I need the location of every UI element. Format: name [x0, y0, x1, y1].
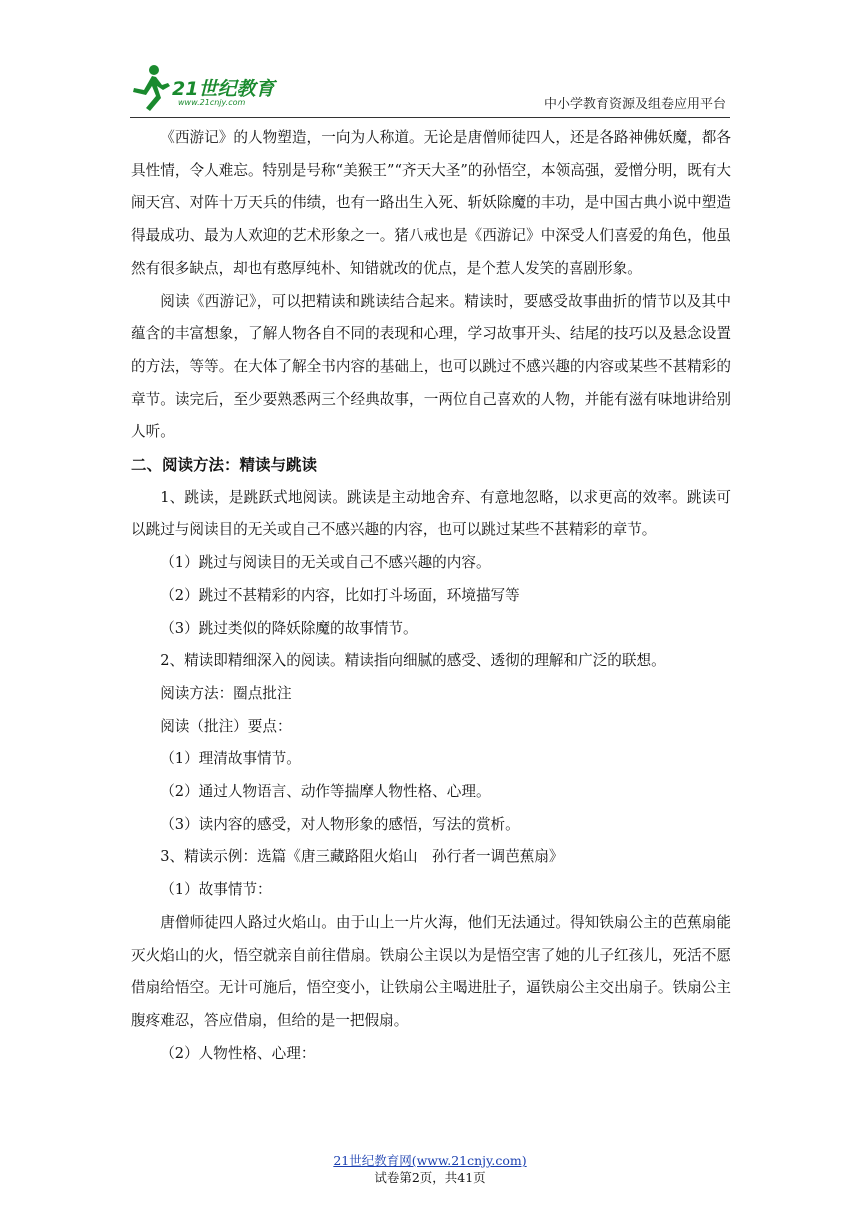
section-heading: 二、阅读方法：精读与跳读 — [131, 456, 318, 475]
paragraph: 《西游记》的人物塑造，一向为人称道。无论是唐僧师徒四人，还是各路神佛妖魔，都各具性情，令人难忘。特别是号称“美猴王”“齐天大圣”的孙悟空，本领高强，爱憎分明，既有大闹天宫、对阵十万天兵的伟绩，也有一路出生入死、斩妖除魔的丰功，是中国古典小说中塑造得最成功、最为人欢迎的艺术形象之一。猪八戒也是《西游记》中深受人们喜爱的角色，他虽然有很多缺点，却也有憨厚纯朴、知错就改的优点，是个惹人发笑的喜剧形象。 — [131, 129, 731, 277]
header-divider — [130, 117, 730, 118]
document-body — [131, 122, 731, 1070]
paragraph: 阅读方法：圈点批注 — [160, 684, 292, 702]
paragraph: 3、精读示例：选篇《唐三藏路阻火焰山 孙行者一调芭蕉扇》 — [160, 848, 564, 866]
logo-url: www.21cnjy.com — [178, 98, 246, 107]
runner-logo-icon — [130, 64, 174, 112]
list-item: （1）理清故事情节。 — [160, 750, 301, 768]
paragraph: 2、精读即精细深入的阅读。精读指向细腻的感受、透彻的理解和广泛的联想。 — [160, 652, 666, 670]
paragraph: （2）人物性格、心理： — [160, 1044, 316, 1062]
list-item: （2）通过人物语言、动作等揣摩人物性格、心理。 — [160, 783, 491, 801]
logo-text: 21世纪教育 — [172, 78, 275, 100]
list-item: （2）跳过不甚精彩的内容，比如打斗场面，环境描写等 — [160, 586, 520, 604]
page-header — [130, 62, 730, 116]
paragraph: 阅读（批注）要点： — [160, 717, 292, 735]
platform-title: 中小学教育资源及组卷应用平台 — [543, 97, 726, 112]
list-item: （3）读内容的感受，对人物形象的感悟，写法的赏析。 — [160, 815, 520, 833]
paragraph: （1）故事情节： — [160, 881, 272, 899]
logo — [130, 62, 300, 112]
list-item: （3）跳过类似的降妖除魔的故事情节。 — [160, 619, 418, 637]
list-item: （1）跳过与阅读目的无关或自己不感兴趣的内容。 — [160, 554, 491, 572]
footer-site-link[interactable]: 21世纪教育网(www.21cnjy.com) — [333, 1153, 527, 1168]
paragraph: 阅读《西游记》，可以把精读和跳读结合起来。精读时，要感受故事曲折的情节以及其中蕴含的丰富想象，了解人物各自不同的表现和心理，学习故事开头、结尾的技巧以及悬念设置的方法，等等。在大体了解全书内容的基础上，也可以跳过不感兴趣的内容或某些不甚精彩的章节。读完后，至少要熟悉两三个经典故事，一两位自己喜欢的人物，并能有滋有味地讲给别人听。 — [131, 292, 731, 441]
paragraph: 唐僧师徒四人路过火焰山。由于山上一片火海，他们无法通过。得知铁扇公主的芭蕉扇能灭火焰山的火，悟空就亲自前往借扇。铁扇公主误以为是悟空害了她的儿子红孩儿，死活不愿借扇给悟空。无计可施后，悟空变小，让铁扇公主喝进肚子，逼铁扇公主交出扇子。铁扇公主腹疼难忍，答应借扇，但给的是一把假扇。 — [131, 913, 731, 1029]
page-number: 试卷第2页，共41页 — [374, 1170, 486, 1185]
paragraph: 1、跳读，是跳跃式地阅读。跳读是主动地舍弃、有意地忽略，以求更高的效率。跳读可以跳过与阅读目的无关或自己不感兴趣的内容，也可以跳过某些不甚精彩的章节。 — [131, 488, 731, 539]
